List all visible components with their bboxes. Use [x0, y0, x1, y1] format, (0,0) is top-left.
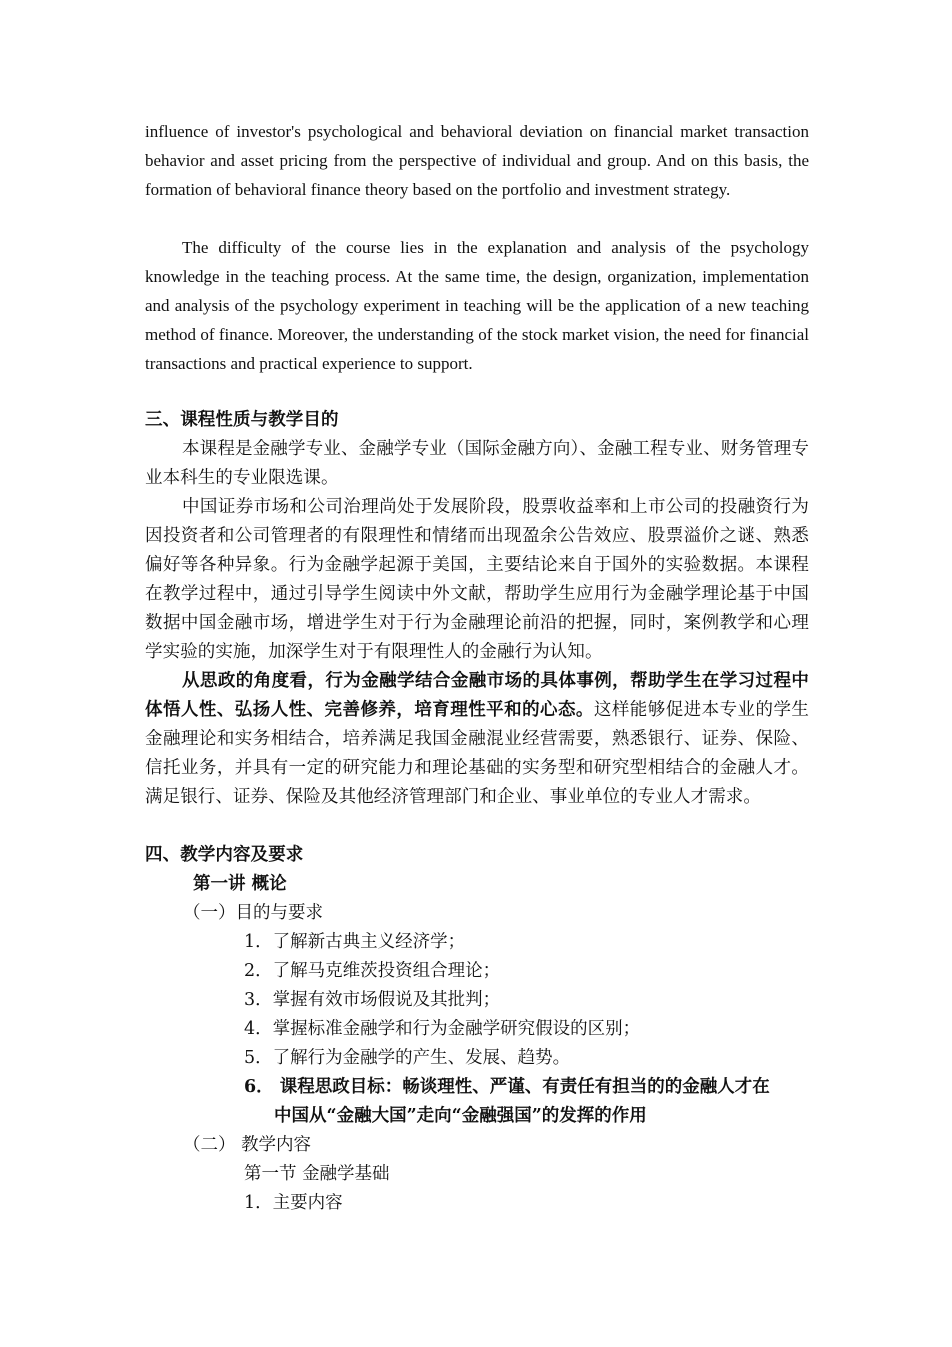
objective-item: 2．了解马克维茨投资组合理论； — [244, 961, 501, 981]
english-paragraph-2: The difficulty of the course lies in the explanation and analysis of the psychology knowledge in the teaching process. At the same time, the design, organization, implementation and analysis of the psychology experiment in teaching will be the application of a new teaching method of finance. Moreover, the understanding of the stock market vision, the need for financial transactions and practical experience to support. — [145, 238, 809, 373]
lecture-1-title: 第一讲 概论 — [193, 874, 287, 894]
objective-item: 1．了解新古典主义经济学； — [244, 932, 466, 952]
ideology-bold-text: 从思政的角度看，行为金融学结合金融市场的具体事例，帮助学生在学习过程中体悟人性、弘扬人性、完善修养，培育理性平和的心态。 — [145, 671, 809, 721]
english-paragraph-1: influence of investor's psychological and behavioral deviation on financial market transaction behavior and asset pricing from the perspective of individual and group. And on this basis, the formation of behavioral finance theory based on the portfolio and investment strategy. — [145, 122, 809, 199]
ideology-paragraph — [145, 667, 809, 812]
ideology-rest-text: 这样能够促进本专业的学生金融理论和实务相结合，培养满足我国金融混业经营需要，熟悉银行、证券、保险、信托业务，并具有一定的研究能力和理论基础的实务型和研究型相结合的金融人才。满足银行、证券、保险及其他经济管理部门和企业、事业单位的专业人才需求。 — [145, 700, 809, 808]
objective-item: 3．掌握有效市场假说及其批判； — [244, 990, 501, 1010]
objective-item: 4．掌握标准金融学和行为金融学研究假设的区别； — [244, 1019, 641, 1039]
objective-item: 5．了解行为金融学的产生、发展、趋势。 — [244, 1048, 571, 1068]
content-subheading: （二） 教学内容 — [183, 1135, 312, 1155]
section-3-heading: 三、课程性质与教学目的 — [145, 410, 339, 430]
course-nature-paragraph: 本课程是金融学专业、金融学专业（国际金融方向）、金融工程专业、财务管理专业本科生的专业限选课。 — [145, 439, 809, 489]
course-purpose-paragraph: 中国证券市场和公司治理尚处于发展阶段，股票收益率和上市公司的投融资行为因投资者和公司管理者的有限理性和情绪而出现盈余公告效应、股票溢价之谜、熟悉偏好等各种异象。行为金融学起源于美国，主要结论来自于国外的实验数据。本课程在教学过程中，通过引导学生阅读中外文献，帮助学生应用行为金融学理论基于中国数据中国金融市场，增进学生对于行为金融理论前沿的把握，同时，案例教学和心理学实验的实施，加深学生对于有限理性人的金融行为认知。 — [145, 497, 809, 663]
main-content-label: 1．主要内容 — [244, 1193, 343, 1213]
objectives-subheading: （一）目的与要求 — [183, 903, 323, 923]
objective-item-ideology-line-2: 中国从“金融大国”走向“金融强国”的发挥的作用 — [274, 1106, 647, 1126]
section-4-heading: 四、教学内容及要求 — [145, 845, 304, 865]
objective-item-ideology-line-1: 6． 课程思政目标：畅谈理性、严谨、有责任有担当的的金融人才在 — [244, 1077, 770, 1097]
section-1-title: 第一节 金融学基础 — [244, 1164, 390, 1184]
